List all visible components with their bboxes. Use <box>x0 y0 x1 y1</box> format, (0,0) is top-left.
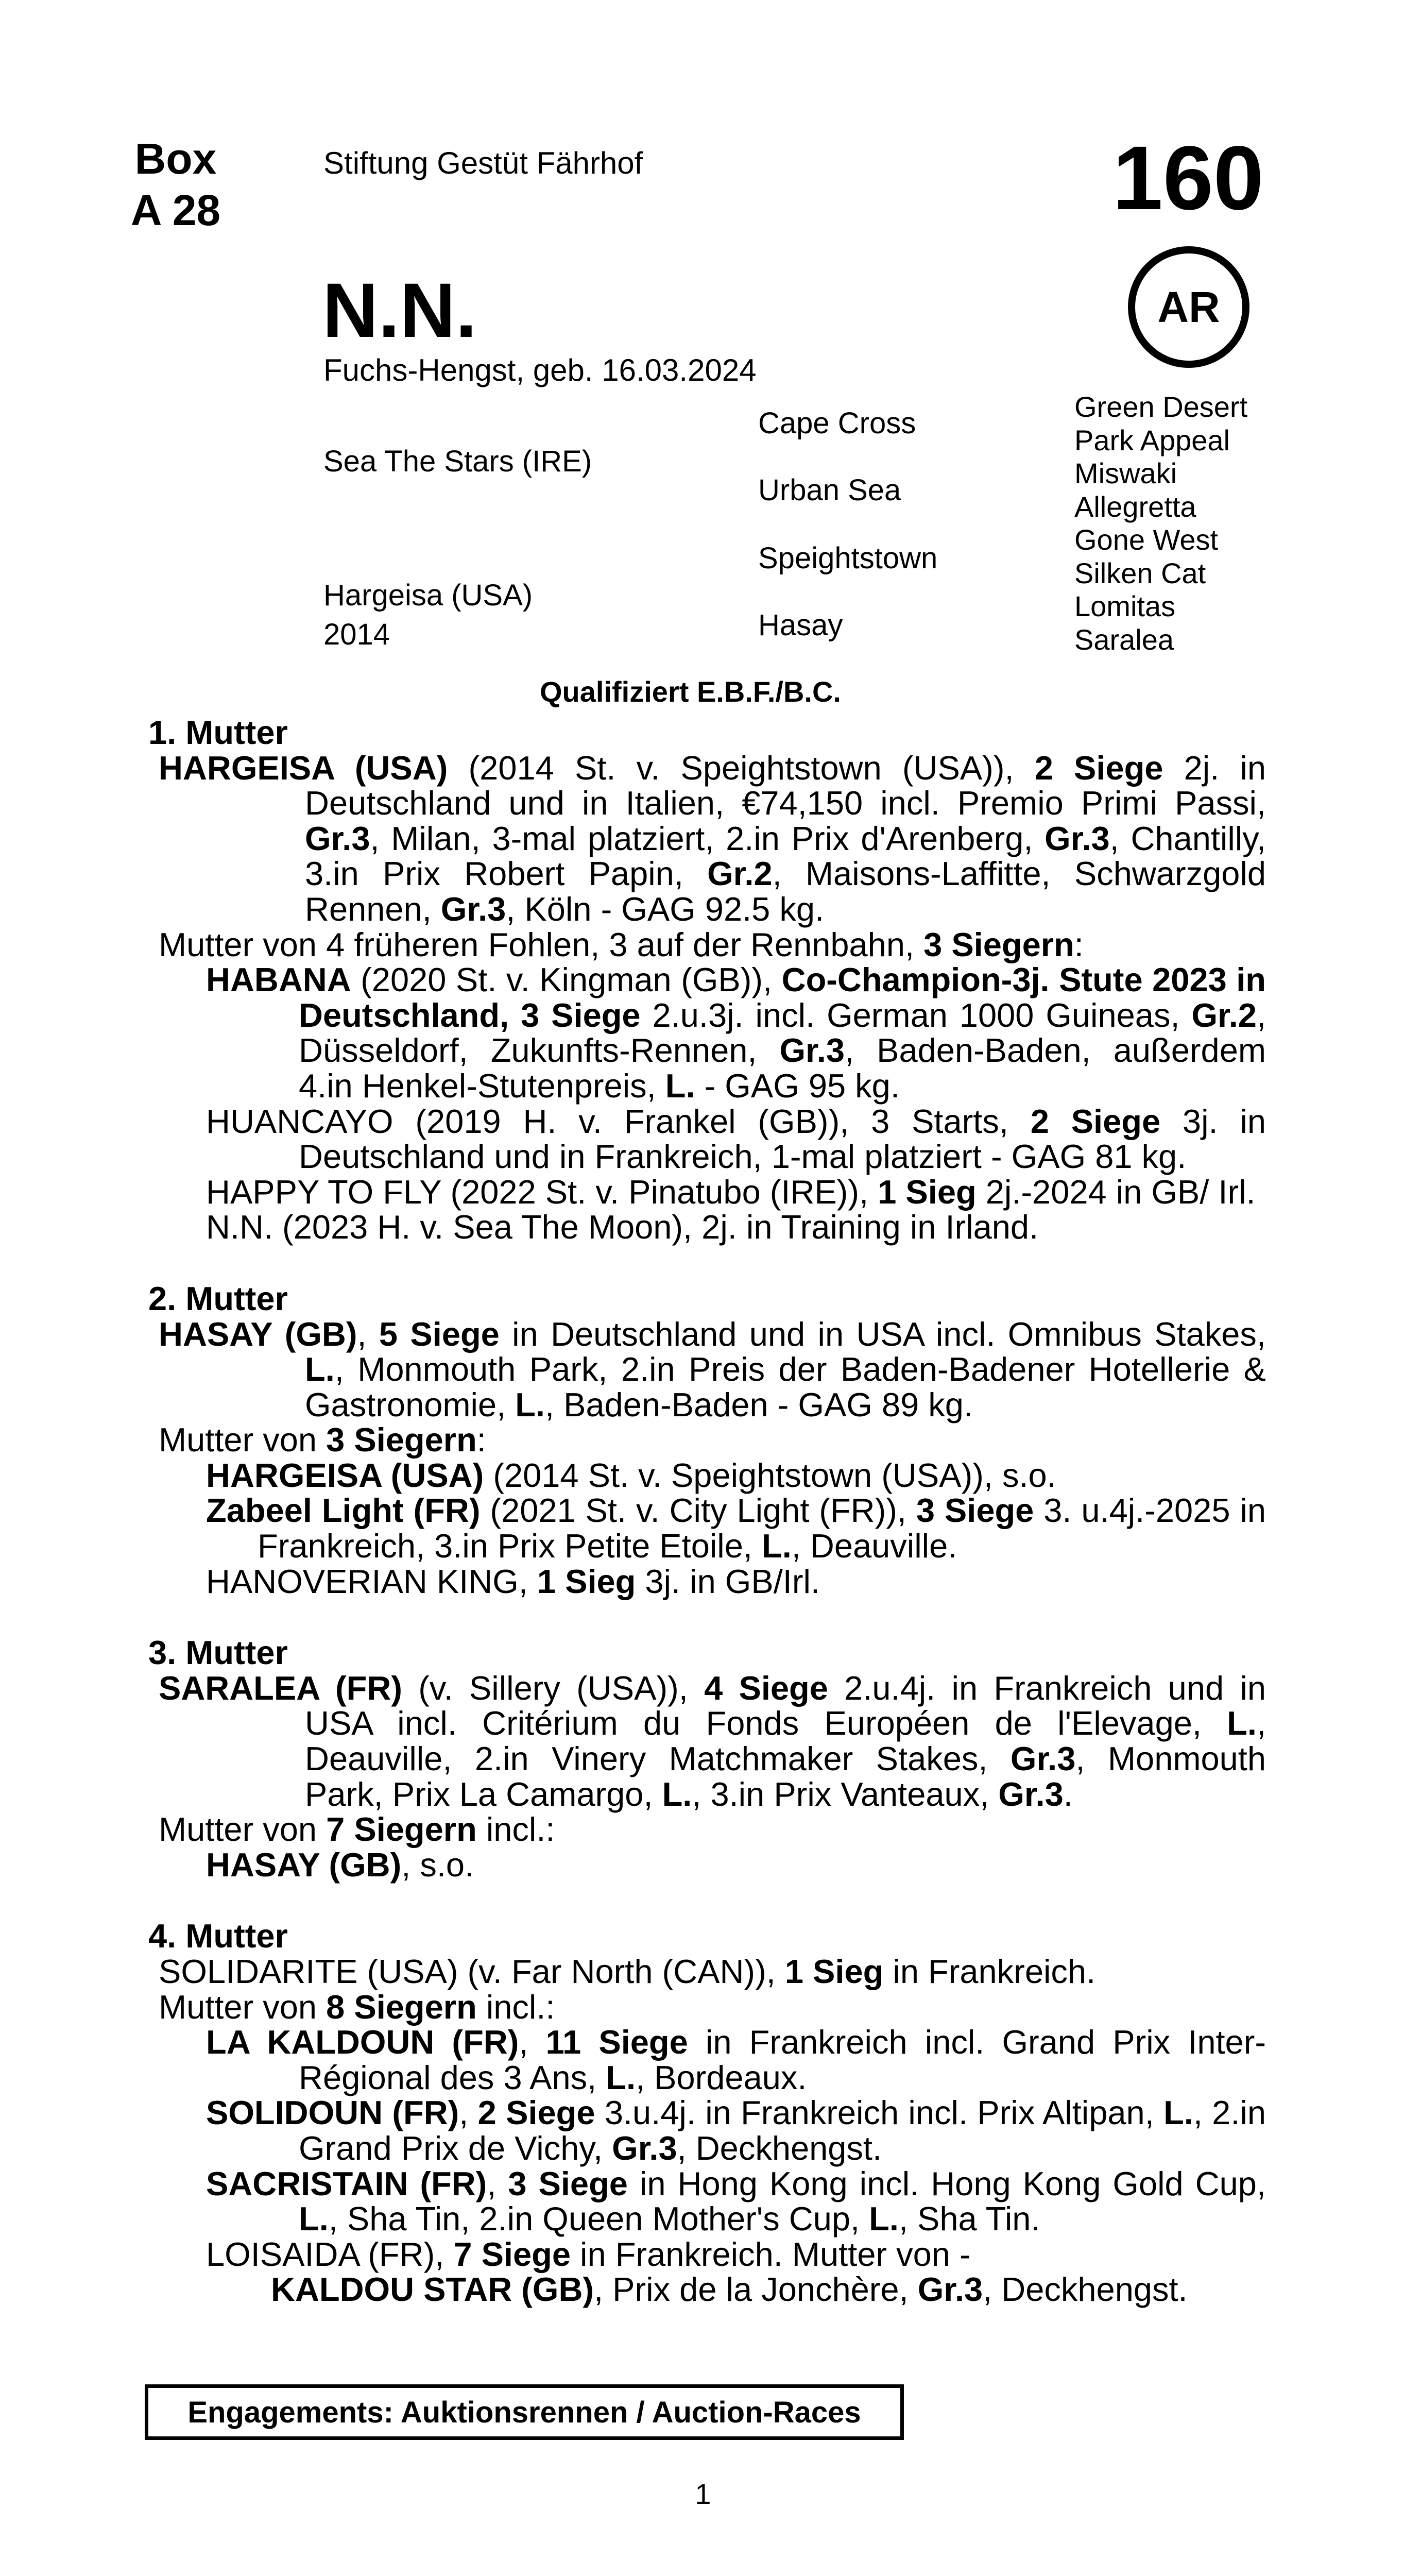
section-heading: 2. Mutter <box>148 1279 288 1317</box>
dam-entry: HASAY (GB), 5 Siege in Deutschland und in USA incl. Omnibus Stakes, L., Monmouth Park, 2.in Preis der Baden-Badener Hotellerie & Gastronomie, L., Baden-Baden - GAG 89 kg. <box>159 1315 1266 1423</box>
section-heading: 4. Mutter <box>148 1917 288 1955</box>
produce-summary: Mutter von 8 Siegern incl.: <box>159 1988 555 2026</box>
offspring-entry: SOLIDOUN (FR), 2 Siege 3.u.4j. in Frankreich incl. Prix Altipan, L., 2.in Grand Prix de Vichy, Gr.3, Deckhengst. <box>206 2094 1266 2167</box>
grandparent: Speightstown <box>758 541 938 575</box>
dam-entry: SARALEA (FR) (v. Sillery (USA)), 4 Siege 2.u.4j. in Frankreich und in USA incl. Critérium du Fonds Européen de l'Elevage, L., Deauville, 2.in Vinery Matchmaker Stakes, Gr.3, Monmouth Park, Prix La Camargo, L., 3.in Prix Vanteaux, Gr.3. <box>159 1669 1266 1813</box>
engagements-box: Engagements: Auktionsrennen / Auction-Races <box>145 2384 904 2440</box>
offspring-entry: HASAY (GB), s.o. <box>206 1845 474 1884</box>
offspring-entry: Zabeel Light (FR) (2021 St. v. City Light (FR)), 3 Siege 3. u.4j.-2025 in Frankreich, 3.in Prix Petite Etoile, L., Deauville. <box>206 1492 1266 1565</box>
ar-badge: AR <box>1128 246 1249 368</box>
grandparent: Hasay <box>758 608 843 642</box>
produce-summary: Mutter von 4 früheren Fohlen, 3 auf der Rennbahn, 3 Siegern: <box>159 925 1084 963</box>
offspring-entry: HAPPY TO FLY (2022 St. v. Pinatubo (IRE)), 1 Sieg 2j.-2024 in GB/ Irl. <box>206 1173 1256 1211</box>
grandparent: Cape Cross <box>758 406 916 440</box>
grandparent: Urban Sea <box>758 473 901 507</box>
breeder: Stiftung Gestüt Fährhof <box>323 146 643 180</box>
dam-entry: SOLIDARITE (USA) (v. Far North (CAN)), 1 Sieg in Frankreich. <box>159 1953 1096 1990</box>
box-label: Box <box>134 134 217 183</box>
horse-name: N.N. <box>322 267 477 353</box>
offspring-entry: HANOVERIAN KING, 1 Sieg 3j. in GB/Irl. <box>206 1562 820 1600</box>
grand-offspring-entry: KALDOU STAR (GB), Prix de la Jonchère, Gr.3, Deckhengst. <box>271 2270 1188 2309</box>
horse-description: Fuchs-Hengst, geb. 16.03.2024 <box>323 353 757 387</box>
offspring-entry: HABANA (2020 St. v. Kingman (GB)), Co-Champion-3j. Stute 2023 in Deutschland, 3 Siege 2.u.3j. incl. German 1000 Guineas, Gr.2, Düsseldorf, Zukunfts-Rennen, Gr.3, Baden-Baden, außerdem 4.in Henkel-Stutenpreis, L. - GAG 95 kg. <box>206 961 1266 1105</box>
great-grandparent: Park Appeal <box>1074 423 1230 456</box>
great-grandparent: Green Desert <box>1074 391 1248 423</box>
great-grandparent: Allegretta <box>1074 490 1196 523</box>
produce-summary: Mutter von 7 Siegern incl.: <box>159 1810 555 1849</box>
page-number: 1 <box>695 2478 711 2510</box>
dam-year: 2014 <box>323 618 390 651</box>
dam: Hargeisa (USA) <box>323 579 533 612</box>
great-grandparent: Lomitas <box>1074 590 1176 622</box>
offspring-entry: N.N. (2023 H. v. Sea The Moon), 2j. in Training in Irland. <box>206 1208 1039 1246</box>
great-grandparent: Miswaki <box>1074 457 1177 489</box>
great-grandparent: Saralea <box>1074 623 1174 656</box>
offspring-entry: LOISAIDA (FR), 7 Siege in Frankreich. Mutter von - <box>206 2235 971 2273</box>
lot-number: 160 <box>1112 128 1264 229</box>
box-info <box>111 133 240 236</box>
offspring-entry: HUANCAYO (2019 H. v. Frankel (GB)), 3 Starts, 2 Siege 3j. in Deutschland und in Frankreich, 1-mal platziert - GAG 81 kg. <box>206 1102 1266 1176</box>
great-grandparent: Silken Cat <box>1074 556 1206 589</box>
offspring-entry: SACRISTAIN (FR), 3 Siege in Hong Kong incl. Hong Kong Gold Cup, L., Sha Tin, 2.in Queen Mother's Cup, L., Sha Tin. <box>206 2164 1266 2238</box>
offspring-entry: HARGEISA (USA) (2014 St. v. Speightstown (USA)), s.o. <box>206 1456 1056 1494</box>
box-number: A 28 <box>130 186 221 234</box>
sire: Sea The Stars (IRE) <box>323 445 592 478</box>
great-grandparent: Gone West <box>1074 523 1219 556</box>
offspring-entry: LA KALDOUN (FR), 11 Siege in Frankreich incl. Grand Prix Inter-Régional des 3 Ans, L., Bordeaux. <box>206 2023 1266 2096</box>
dam-entry: HARGEISA (USA) (2014 St. v. Speightstown (USA)), 2 Siege 2j. in Deutschland und in Italien, €74,150 incl. Premio Primi Passi, Gr.3, Milan, 3-mal platziert, 2.in Prix d'Arenberg, Gr.3, Chantilly, 3.in Prix Robert Papin, Gr.2, Maisons-Laffitte, Schwarzgold Rennen, Gr.3, Köln - GAG 92.5 kg. <box>159 749 1266 928</box>
family-record <box>148 715 1266 2308</box>
section-heading: 1. Mutter <box>148 714 288 751</box>
qualification: Qualifiziert E.B.F./B.C. <box>540 675 841 708</box>
section-heading: 3. Mutter <box>148 1634 288 1672</box>
produce-summary: Mutter von 3 Siegern: <box>159 1421 486 1459</box>
